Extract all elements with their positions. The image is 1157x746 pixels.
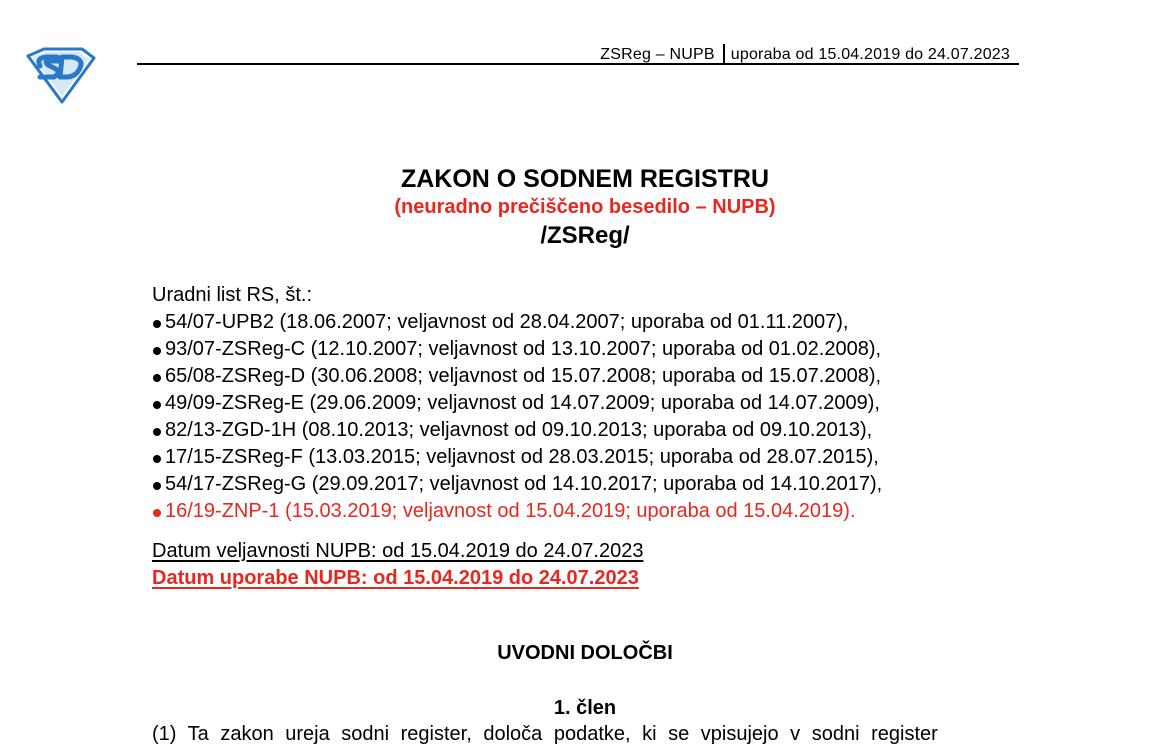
document-abbreviation: /ZSReg/	[540, 222, 630, 249]
document-subtitle: (neuradno prečiščeno besedilo – NUPB)	[394, 196, 776, 218]
section-heading: UVODNI DOLOČBI	[497, 642, 673, 664]
gazette-entry: 93/07-ZSReg-C (12.10.2007; veljavnost od 13.10.2007; uporaba od 01.02.2008),	[152, 336, 882, 363]
title-block	[0, 164, 1157, 252]
gazette-list	[152, 282, 882, 525]
usage-period: uporaba od 15.04.2019 do 24.07.2023	[730, 46, 1010, 63]
gazette-entry: 49/09-ZSReg-E (29.06.2009; veljavnost od 14.07.2009; uporaba od 14.07.2009),	[152, 390, 882, 417]
document-title: ZAKON O SODNEM REGISTRU	[400, 165, 770, 193]
gazette-entry-text: 16/19-ZNP-1 (15.03.2019; veljavnost od 15.04.2019; uporaba od 15.04.2019)	[165, 500, 850, 522]
gazette-entry-terminator: .	[849, 500, 856, 522]
gazette-entry: 54/17-ZSReg-G (29.09.2017; veljavnost od 14.10.2017; uporaba od 14.10.2017),	[152, 471, 882, 498]
sd-logo-icon	[22, 46, 96, 104]
validity-date: Datum veljavnosti NUPB: od 15.04.2019 do 24.07.2023	[152, 540, 644, 562]
doc-code: ZSReg – NUPB	[600, 46, 715, 63]
gazette-entry: 17/15-ZSReg-F (13.03.2015; veljavnost od 28.03.2015; uporaba od 28.07.2015),	[152, 444, 882, 471]
header-separator	[723, 44, 725, 64]
gazette-entry: 65/08-ZSReg-D (30.06.2008; veljavnost od 15.07.2008; uporaba od 15.07.2008),	[152, 363, 882, 390]
gazette-entry-latest	[152, 498, 882, 525]
gazette-entry: 54/07-UPB2 (18.06.2007; veljavnost od 28.04.2007; uporaba od 01.11.2007),	[152, 309, 882, 336]
article-paragraph: (1) Ta zakon ureja sodni register, določa podatke, ki se vpisujejo v sodni register	[152, 723, 938, 745]
header-rule	[137, 63, 1019, 65]
running-header	[560, 44, 1010, 64]
article-heading: 1. člen	[553, 697, 617, 719]
gazette-intro: Uradni list RS, št.:	[152, 284, 313, 306]
usage-date: Datum uporabe NUPB: od 15.04.2019 do 24.07.2023	[152, 567, 639, 589]
gazette-entry: 82/13-ZGD-1H (08.10.2013; veljavnost od 09.10.2013; uporaba od 09.10.2013),	[152, 417, 882, 444]
nupb-dates	[152, 538, 643, 592]
